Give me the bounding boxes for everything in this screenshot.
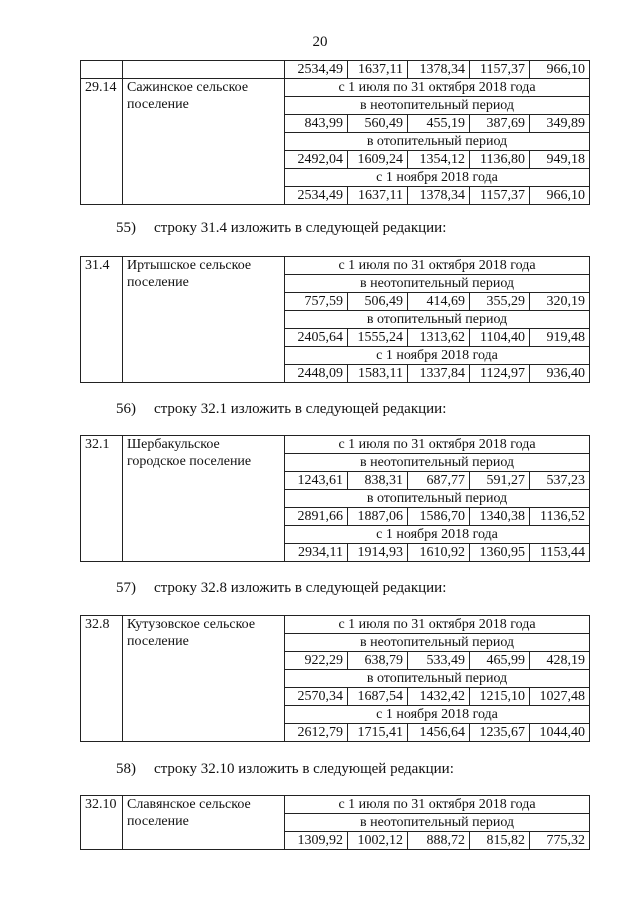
page-number: 20 bbox=[312, 34, 328, 50]
settlement-name: Иртышское сельское поселение bbox=[123, 257, 285, 383]
value-cell: 533,49 bbox=[408, 652, 470, 670]
settlement-name: Кутузовское сельское поселение bbox=[123, 616, 285, 742]
value-cell: 1309,92 bbox=[285, 832, 348, 850]
row-code: 31.4 bbox=[81, 257, 123, 383]
instruction-marker: 55) bbox=[116, 220, 136, 236]
table-cell bbox=[123, 61, 285, 79]
value-cell: 1337,84 bbox=[408, 365, 470, 383]
value-cell: 428,19 bbox=[530, 652, 590, 670]
value-cell: 638,79 bbox=[348, 652, 408, 670]
value-cell: 1378,34 bbox=[408, 61, 470, 79]
table-cell bbox=[81, 61, 123, 79]
instruction-56 bbox=[116, 401, 446, 418]
value-cell: 465,99 bbox=[470, 652, 530, 670]
instruction-57 bbox=[116, 580, 446, 597]
value-cell: 1243,61 bbox=[285, 472, 348, 490]
value-cell: 2570,34 bbox=[285, 688, 348, 706]
november-label: с 1 ноября 2018 года bbox=[285, 706, 590, 724]
value-cell: 2405,64 bbox=[285, 329, 348, 347]
table-row bbox=[81, 796, 590, 814]
value-cell: 349,89 bbox=[530, 115, 590, 133]
value-cell: 455,19 bbox=[408, 115, 470, 133]
value-cell: 687,77 bbox=[408, 472, 470, 490]
value-cell: 387,69 bbox=[470, 115, 530, 133]
value-cell: 1715,41 bbox=[348, 724, 408, 742]
value-cell: 1586,70 bbox=[408, 508, 470, 526]
row-code: 32.1 bbox=[81, 436, 123, 562]
value-cell: 560,49 bbox=[348, 115, 408, 133]
row-code: 29.14 bbox=[81, 79, 123, 205]
value-cell: 2612,79 bbox=[285, 724, 348, 742]
value-cell: 1432,42 bbox=[408, 688, 470, 706]
value-cell: 2492,04 bbox=[285, 151, 348, 169]
value-cell: 949,18 bbox=[530, 151, 590, 169]
value-cell: 1340,38 bbox=[470, 508, 530, 526]
instruction-marker: 57) bbox=[116, 580, 136, 596]
value-cell: 537,23 bbox=[530, 472, 590, 490]
non-heating-label: в неотопительный период bbox=[285, 814, 590, 832]
table-row bbox=[81, 79, 590, 97]
value-cell: 355,29 bbox=[470, 293, 530, 311]
value-cell: 966,10 bbox=[530, 61, 590, 79]
instruction-text: строку 32.1 изложить в следующей редакции: bbox=[154, 401, 447, 417]
value-cell: 1687,54 bbox=[348, 688, 408, 706]
value-cell: 1378,34 bbox=[408, 187, 470, 205]
value-cell: 506,49 bbox=[348, 293, 408, 311]
period-header: с 1 июля по 31 октября 2018 года bbox=[285, 616, 590, 634]
value-cell: 936,40 bbox=[530, 365, 590, 383]
non-heating-label: в неотопительный период bbox=[285, 275, 590, 293]
table-row bbox=[81, 257, 590, 275]
period-header: с 1 июля по 31 октября 2018 года bbox=[285, 257, 590, 275]
november-label: с 1 ноября 2018 года bbox=[285, 526, 590, 544]
heating-label: в отопительный период bbox=[285, 490, 590, 508]
value-cell: 843,99 bbox=[285, 115, 348, 133]
non-heating-label: в неотопительный период bbox=[285, 97, 590, 115]
value-cell: 1215,10 bbox=[470, 688, 530, 706]
instruction-text: строку 31.4 изложить в следующей редакции: bbox=[154, 220, 447, 236]
table-row bbox=[81, 616, 590, 634]
value-cell: 1609,24 bbox=[348, 151, 408, 169]
value-cell: 2891,66 bbox=[285, 508, 348, 526]
tariff-table-29-14 bbox=[80, 60, 590, 205]
value-cell: 2534,49 bbox=[285, 187, 348, 205]
value-cell: 1002,12 bbox=[348, 832, 408, 850]
instruction-55 bbox=[116, 220, 446, 237]
value-cell: 2934,11 bbox=[285, 544, 348, 562]
tariff-table-32-10 bbox=[80, 795, 590, 850]
value-cell: 1153,44 bbox=[530, 544, 590, 562]
value-cell: 966,10 bbox=[530, 187, 590, 205]
value-cell: 1136,52 bbox=[530, 508, 590, 526]
value-cell: 1313,62 bbox=[408, 329, 470, 347]
instruction-marker: 58) bbox=[116, 761, 136, 777]
value-cell: 1136,80 bbox=[470, 151, 530, 169]
row-code: 32.8 bbox=[81, 616, 123, 742]
value-cell: 1104,40 bbox=[470, 329, 530, 347]
heating-label: в отопительный период bbox=[285, 133, 590, 151]
november-label: с 1 ноября 2018 года bbox=[285, 347, 590, 365]
heating-label: в отопительный период bbox=[285, 311, 590, 329]
value-cell: 1555,24 bbox=[348, 329, 408, 347]
instruction-marker: 56) bbox=[116, 401, 136, 417]
value-cell: 775,32 bbox=[530, 832, 590, 850]
non-heating-label: в неотопительный период bbox=[285, 454, 590, 472]
settlement-name: Славянское сельское поселение bbox=[123, 796, 285, 850]
value-cell: 1044,40 bbox=[530, 724, 590, 742]
value-cell: 1637,11 bbox=[348, 187, 408, 205]
settlement-name: Сажинское сельское поселение bbox=[123, 79, 285, 205]
continuation-row bbox=[81, 61, 590, 79]
value-cell: 1914,93 bbox=[348, 544, 408, 562]
value-cell: 815,82 bbox=[470, 832, 530, 850]
heating-label: в отопительный период bbox=[285, 670, 590, 688]
tariff-table-31-4 bbox=[80, 256, 590, 383]
non-heating-label: в неотопительный период bbox=[285, 634, 590, 652]
value-cell: 1027,48 bbox=[530, 688, 590, 706]
instruction-text: строку 32.8 изложить в следующей редакции: bbox=[154, 580, 447, 596]
value-cell: 1610,92 bbox=[408, 544, 470, 562]
value-cell: 1456,64 bbox=[408, 724, 470, 742]
value-cell: 922,29 bbox=[285, 652, 348, 670]
period-header: с 1 июля по 31 октября 2018 года bbox=[285, 79, 590, 97]
row-code: 32.10 bbox=[81, 796, 123, 850]
period-header: с 1 июля по 31 октября 2018 года bbox=[285, 796, 590, 814]
value-cell: 1583,11 bbox=[348, 365, 408, 383]
value-cell: 1157,37 bbox=[470, 187, 530, 205]
value-cell: 1124,97 bbox=[470, 365, 530, 383]
value-cell: 919,48 bbox=[530, 329, 590, 347]
value-cell: 414,69 bbox=[408, 293, 470, 311]
value-cell: 320,19 bbox=[530, 293, 590, 311]
value-cell: 591,27 bbox=[470, 472, 530, 490]
value-cell: 888,72 bbox=[408, 832, 470, 850]
value-cell: 838,31 bbox=[348, 472, 408, 490]
tariff-table-32-8 bbox=[80, 615, 590, 742]
value-cell: 1637,11 bbox=[348, 61, 408, 79]
instruction-text: строку 32.10 изложить в следующей редакции: bbox=[154, 761, 454, 777]
tariff-table-32-1 bbox=[80, 435, 590, 562]
value-cell: 1887,06 bbox=[348, 508, 408, 526]
value-cell: 2448,09 bbox=[285, 365, 348, 383]
value-cell: 1157,37 bbox=[470, 61, 530, 79]
value-cell: 1360,95 bbox=[470, 544, 530, 562]
table-row bbox=[81, 436, 590, 454]
value-cell: 757,59 bbox=[285, 293, 348, 311]
period-header: с 1 июля по 31 октября 2018 года bbox=[285, 436, 590, 454]
november-label: с 1 ноября 2018 года bbox=[285, 169, 590, 187]
value-cell: 1354,12 bbox=[408, 151, 470, 169]
value-cell: 1235,67 bbox=[470, 724, 530, 742]
value-cell: 2534,49 bbox=[285, 61, 348, 79]
instruction-58 bbox=[116, 761, 454, 778]
settlement-name: Шербакульское городское поселение bbox=[123, 436, 285, 562]
